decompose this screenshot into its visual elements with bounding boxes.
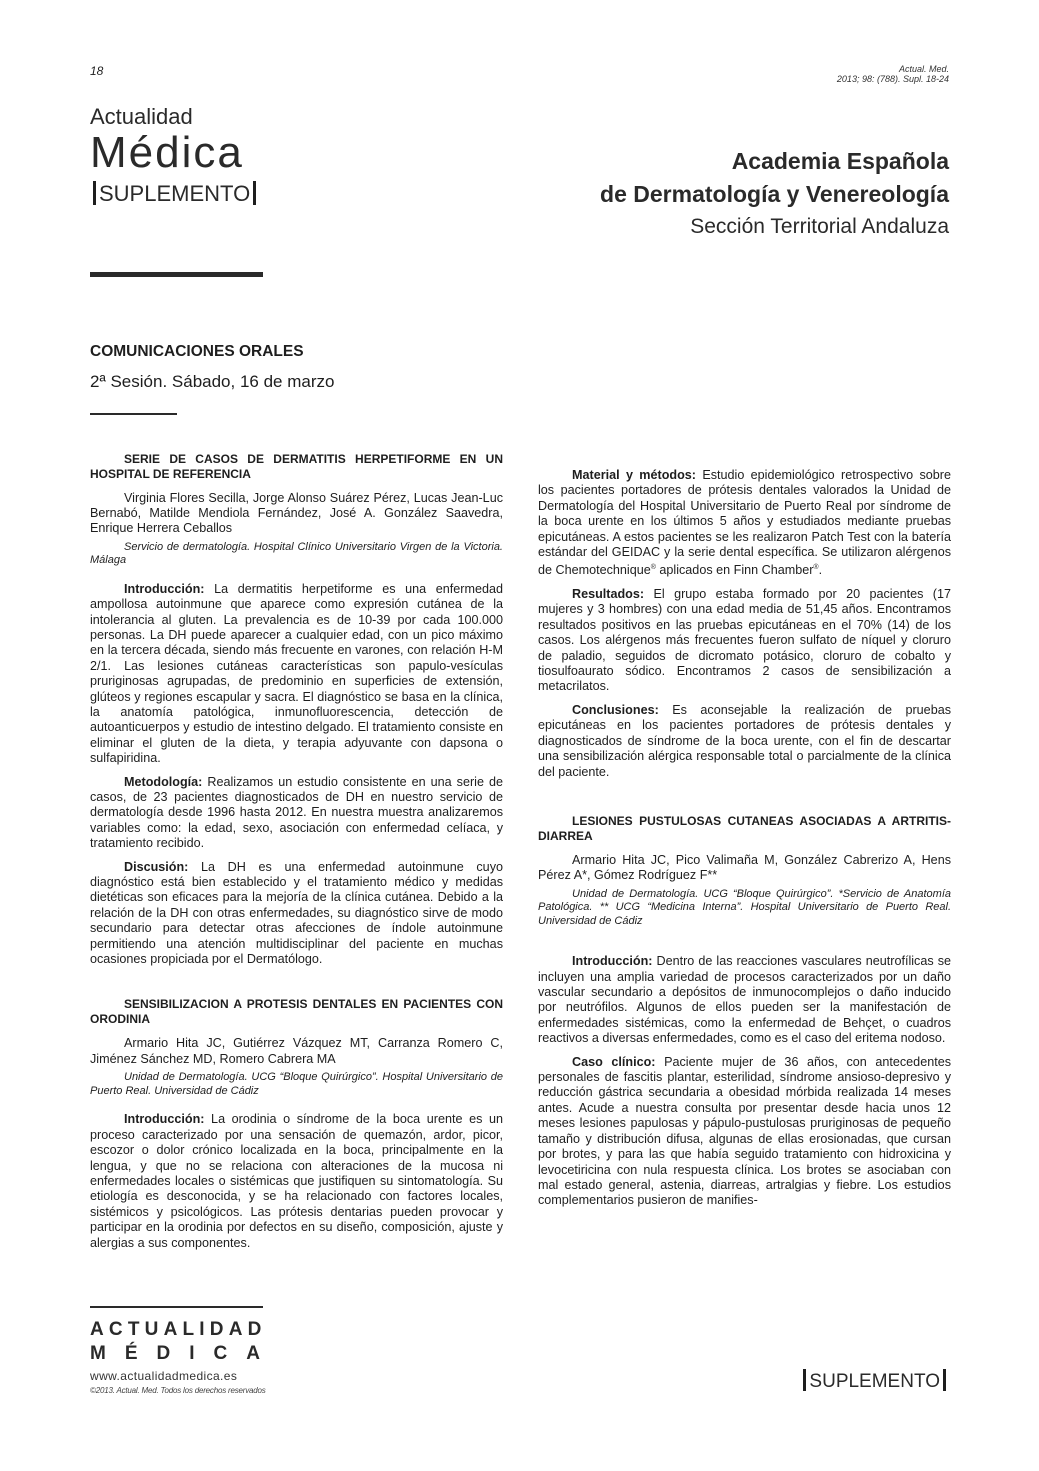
- logo-line-2: Médica: [90, 128, 244, 177]
- footer-supplement: [800, 1369, 949, 1393]
- article2-concl-label: Conclusiones:: [572, 702, 659, 717]
- article1-methodology: [90, 775, 503, 852]
- bar-left: [93, 181, 96, 205]
- left-column: [90, 342, 503, 1251]
- registered-mark: ®: [650, 564, 656, 572]
- article2-intro-text: La orodinia o síndrome de la boca urente es un proceso caracterizado por una sensación de quemazón, ardor, picor, escozor o dolor crónico localizada en la boca, principalmente en la lengua, y que no se relaciona con alteraciones de la mucosa ni enfermedades locales o sistémicas que justifiquen su sintomatología. Su etiología es desconocida, y se ha relacionado con factores locales, sistémicos y psicológicos. Las prótesis dentarias pueden provocar y participar en la orodinia por defectos en su diseño, composición, ajuste y alergias a sus componentes.: [90, 1112, 503, 1250]
- article2-intro-label: Introducción:: [124, 1112, 205, 1127]
- article3-intro-label: Introducción:: [572, 954, 653, 969]
- article1-disc-label: Discusión:: [124, 859, 189, 874]
- logo-supplement-text: SUPLEMENTO: [99, 181, 251, 206]
- article3-authors: Armario Hita JC, Pico Valimaña M, González Cabrerizo A, Hens Pérez A*, Gómez Rodríguez F**: [538, 852, 951, 883]
- bar-right: [253, 181, 256, 205]
- footer-logo: [90, 1318, 279, 1366]
- bar-right: [943, 1369, 946, 1391]
- article2-affiliation: Unidad de Dermatología. UCG “Bloque Quirúrgico”. Hospital Universitario de Puerto Real. Universidad de Cádiz: [90, 1071, 503, 1097]
- article2-results-label: Resultados:: [572, 587, 645, 602]
- article1-title: SERIE DE CASOS DE DERMATITIS HERPETIFORME EN UN HOSPITAL DE REFERENCIA: [90, 451, 503, 481]
- logo-line-1: Actualidad: [90, 104, 193, 129]
- article2-results-text: El grupo estaba formado por 20 pacientes (17 mujeres y 3 hombres) con una edad media de 51,45 años. Encontramos resultados positivos en las pruebas epicutáneas en el 70% (14) de los casos. Los alérgenos más frecuentes fueron sulfato de níquel y cloruro de paladio, seguidos de dicromato potásico, cloruro de cobalto y tiosulfoaurato sódico. Encontramos 2 casos de sensibilización a metacrilatos.: [538, 587, 951, 694]
- article1-intro-text: La dermatitis herpetiforme es una enfermedad ampollosa autoinmune que aparece como expresión cutánea de la intolerancia al gluten. La prevalencia es de 10-39 por cada 100.000 personas. La DH puede aparecer a cualquier edad, con un pico máximo en la tercera década, siendo más frecuente en varones, con relación H-M 2/1. Las lesiones cutáneas características son papulo-vesículas pruriginosas agrupadas, de predominio en superficies de extensión, glúteos y regiones escapular y sacra. El diagnóstico se basa en la clínica, la anatomía patológica, inmunofluorescencia, detección de autoanticuerpos y estudio de intestino delgado. El tratamiento consiste en eliminar el gluten de la dieta, y terapia adyuvante con dapsona o sulfapiridina.: [90, 581, 503, 766]
- journal-logo: [90, 104, 259, 208]
- article1-introduction: [90, 582, 503, 767]
- citation-line-1: Actual. Med.: [898, 64, 949, 74]
- article1-disc-text: La DH es una enfermedad autoinmune cuyo diagnóstico está bien establecido y el tratamiento médico y medidas dietéticas son eficaces para la mejoría de la clínica cutánea. Debido a la relación de la DH con otras enfermedades, su diagnóstico sirve de modo secundario para detectar otras afecciones de índole autoinmune permitiendo una atención multidisciplinar del paciente en muchas ocasiones propiciada por el Dermatólogo.: [90, 859, 503, 967]
- article2-title: SENSIBILIZACION A PROTESIS DENTALES EN PACIENTES CON ORODINIA: [90, 997, 503, 1027]
- footer-rule: [90, 1306, 263, 1308]
- article3-case: [538, 1055, 951, 1209]
- society-line-1: Academia Española: [731, 148, 949, 174]
- section-rule: [90, 413, 177, 415]
- article3-case-label: Caso clínico:: [572, 1054, 656, 1069]
- article2-introduction: [90, 1112, 503, 1251]
- article2-conclusions: [538, 703, 951, 780]
- footer-copyright: ©2013. Actual. Med. Todos los derechos reservados: [90, 1386, 266, 1395]
- article1-authors: Virginia Flores Secilla, Jorge Alonso Suárez Pérez, Lucas Jean-Luc Bernabó, Matilde Mendiola Fernández, José A. González Saavedra, Enrique Herrera Ceballos: [90, 490, 503, 536]
- society-line-3: Sección Territorial Andaluza: [690, 215, 949, 238]
- logo-underline: [90, 272, 263, 277]
- footer-logo-line-2: MÉDICA: [90, 1343, 279, 1364]
- article3-case-text: Paciente mujer de 36 años, con antecedentes personales de fascitis plantar, esterilidad, síndrome ansioso-depresivo y reducción gástrica secundaria a obesidad mórbida realizada 14 meses antes. Acude a nuestra consulta por presentar desde hacia unos 12 meses lesiones papulosas y pápulo-pustulosas pruriginosas de pequeño tamaño y distribución difusa, algunas de ellas erosionadas, que cursan por brotes, y para las que había seguido tratamiento con hidroxicina y levocetiricina con nula respuesta clínica. Los brotes se asociaban con mal estado general, astenia, diarreas, artralgias y fiebre. Los estudios complementarios pusieron de manifies-: [538, 1054, 951, 1208]
- article2-methods-label: Material y métodos:: [572, 468, 696, 482]
- article2-methods-text-3: .: [818, 563, 823, 578]
- bar-left: [803, 1369, 806, 1391]
- article3-introduction: [538, 954, 951, 1046]
- society-heading: [600, 145, 949, 243]
- article3-title: LESIONES PUSTULOSAS CUTANEAS ASOCIADAS A ARTRITIS-DIARREA: [538, 813, 951, 843]
- article2-methods: [538, 468, 951, 579]
- registered-mark: ®: [813, 564, 819, 572]
- footer-logo-line-1: ACTUALIDAD: [90, 1319, 267, 1340]
- article1-method-text: Realizamos un estudio consistente en una serie de casos, de 23 pacientes diagnosticados de DH en nuestro servicio de dermatología desde 1996 hasta 2012. En nuestra muestra analizaremos variables como: la edad, sexo, asociación con enfermedad celíaca, y tratamiento recibido.: [90, 774, 503, 851]
- article2-methods-text: Estudio epidemiológico retrospectivo sobre los pacientes portadores de prótesis dentales valorados la Unidad de Dermatología del Hospital Universitario de Puerto Real por síndrome de la boca urente en los últimos 5 años y estudiados mediante pruebas epicutáneas. A estos pacientes se les realizaron Patch Test con la batería estándar del GEIDAC y la serie dental específica. Se utilizaron alérgenos de Chemotechnique: [538, 468, 951, 578]
- society-line-2: de Dermatología y Venereología: [600, 181, 949, 207]
- logo-supplement: [90, 180, 259, 208]
- article2-methods-text-2: aplicados en Finn Chamber: [655, 563, 814, 578]
- footer-supplement-text: SUPLEMENTO: [809, 1371, 940, 1392]
- article1-method-label: Metodología:: [124, 774, 203, 789]
- article1-intro-label: Introducción:: [124, 581, 205, 596]
- journal-citation: [837, 64, 949, 84]
- article1-discussion: [90, 860, 503, 968]
- article3-affiliation: Unidad de Dermatología. UCG “Bloque Quirúrgico”. *Servicio de Anatomía Patológica. ** UCG “Medicina Interna”. Hospital Universitario de Puerto Real. Universidad de Cádiz: [538, 887, 951, 927]
- article2-authors: Armario Hita JC, Gutiérrez Vázquez MT, Carranza Romero C, Jiménez Sánchez MD, Romero Cabrera MA: [90, 1036, 503, 1066]
- section-subtitle: 2ª Sesión. Sábado, 16 de marzo: [90, 372, 335, 391]
- article2-results: [538, 587, 951, 695]
- article3-intro-text: Dentro de las reacciones vasculares neutrofílicas se incluyen una amplia variedad de procesos caracterizados por un daño vascular secundario a depósitos de inmunocomplejos o daño inducido por neutrófilos. Algunos de ellos pueden ser la manifestación de enfermedades sistémicas, como la enfermedad de Behçet, o cuadros reactivos a diversas enfermedades, como es el caso del eritema nodoso.: [538, 954, 951, 1046]
- right-column: [538, 342, 951, 1209]
- footer-url[interactable]: www.actualidadmedica.es: [90, 1369, 238, 1383]
- page-number: 18: [90, 64, 104, 78]
- citation-line-2: 2013; 98: (788). Supl. 18-24: [836, 74, 949, 84]
- article2-concl-text: Es aconsejable la realización de pruebas epicutáneas en los pacientes portadores de prótesis dentales y diagnosticados de síndrome de la boca urente, con el fin de descartar una sensibilización alérgica responsable total o parcialmente de la clínica del paciente.: [538, 702, 951, 779]
- section-title: COMUNICACIONES ORALES: [90, 343, 304, 360]
- article1-affiliation: Servicio de dermatología. Hospital Clínico Universitario Virgen de la Victoria. Málaga: [90, 540, 503, 567]
